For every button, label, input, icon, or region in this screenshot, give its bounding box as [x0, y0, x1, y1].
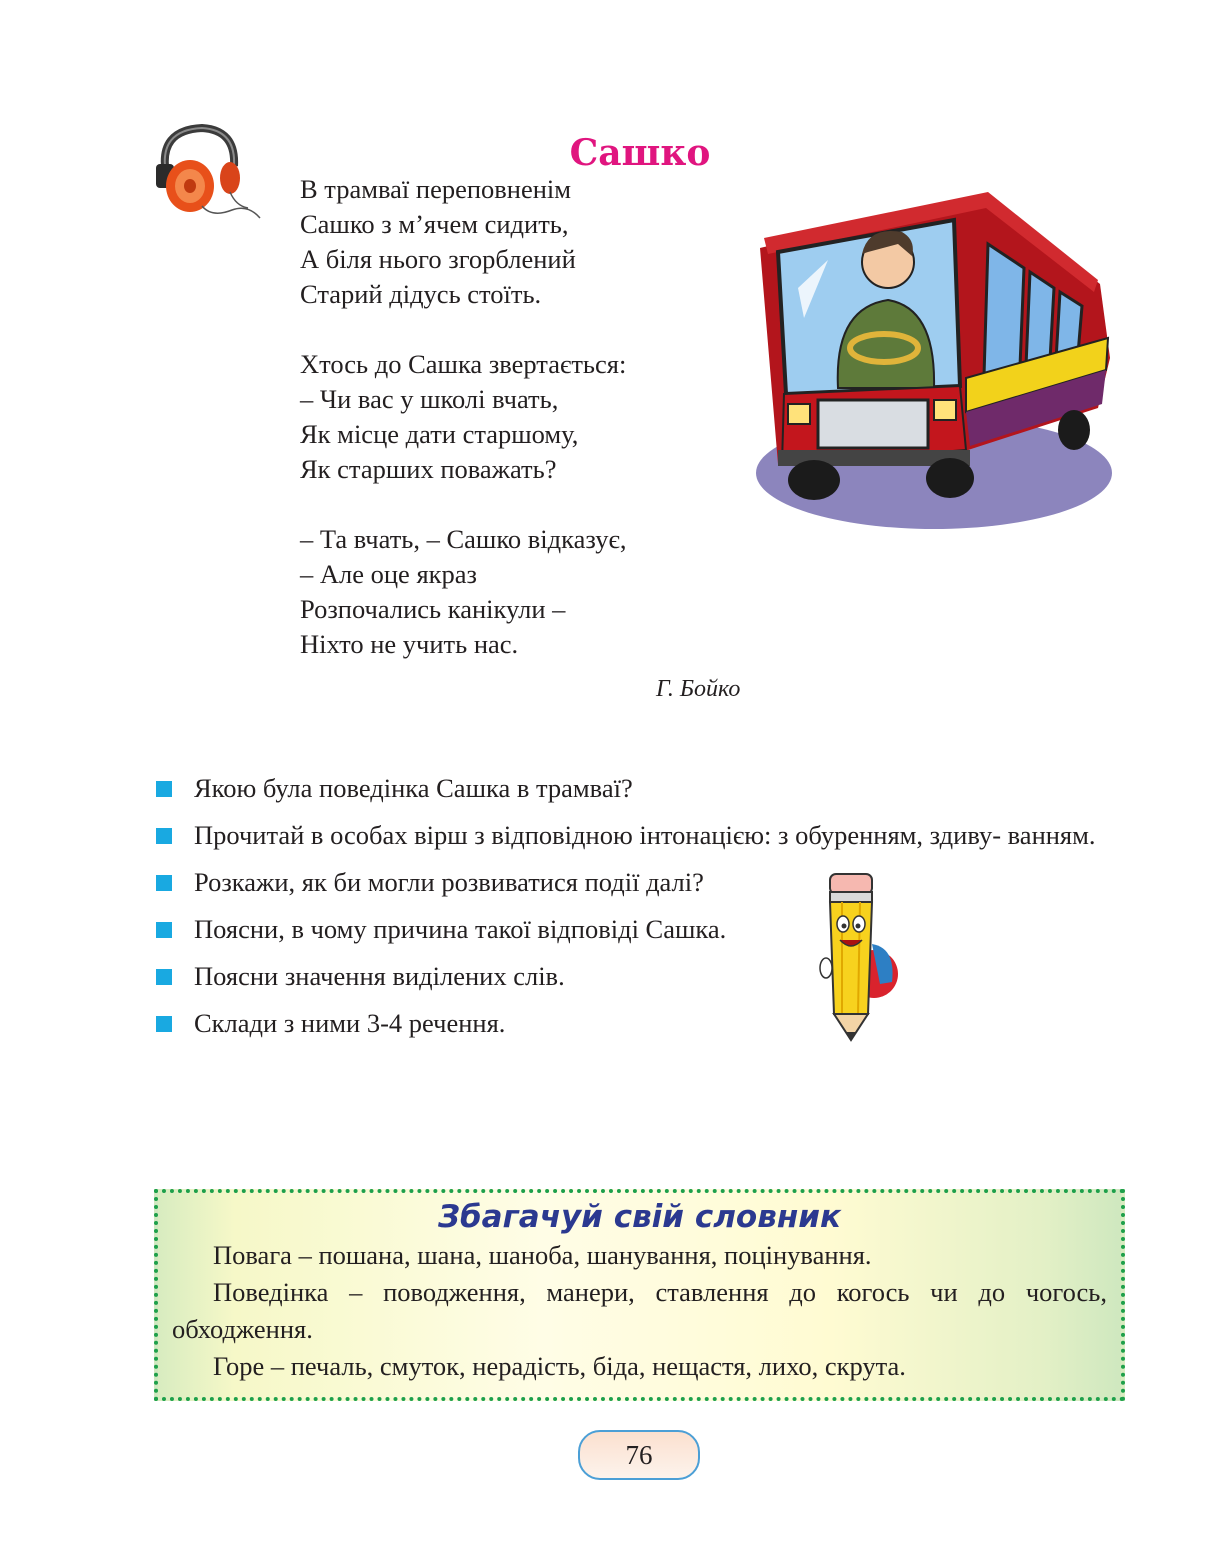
poem-line: Сашко з м’ячем сидить,	[300, 209, 569, 239]
poem-line: В трамваї переповненім	[300, 174, 572, 204]
square-bullet-icon	[156, 969, 172, 985]
question-text: Поясни, в чому причина такої відповіді Сашка.	[194, 914, 727, 944]
poem-line: Ніхто не учить нас.	[300, 629, 519, 659]
question-item	[156, 864, 834, 900]
vocabulary-entries	[158, 1235, 1121, 1385]
square-bullet-icon	[156, 1016, 172, 1032]
vocabulary-entry: Повага – пошана, шана, шаноба, шанування, поцінування.	[213, 1240, 872, 1270]
question-item	[156, 958, 834, 994]
question-text: Розкажи, як би могли розвиватися події далі?	[194, 867, 704, 897]
poem-line: – Але оце якраз	[300, 559, 477, 589]
pencil-character-illustration	[818, 872, 898, 1047]
bus-illustration	[738, 188, 1128, 533]
square-bullet-icon	[156, 781, 172, 797]
square-bullet-icon	[156, 828, 172, 844]
square-bullet-icon	[156, 922, 172, 938]
poem-line: – Чи вас у школі вчать,	[300, 384, 559, 414]
question-list	[156, 770, 1128, 1052]
question-text: Якою була поведінка Сашка в трамваї?	[194, 773, 633, 803]
vocabulary-title: Збагачуй свій словник	[437, 1199, 841, 1235]
poem-line: Як місце дати старшому,	[300, 419, 579, 449]
poem-stanza	[300, 347, 627, 487]
poem	[300, 172, 627, 697]
poem-author: Г. Бойко	[656, 676, 741, 702]
question-text: Поясни значення виділених слів.	[194, 961, 565, 991]
poem-line: А біля нього згорблений	[300, 244, 576, 274]
question-text: Склади з ними 3-4 речення.	[194, 1008, 506, 1038]
page-number: 76	[578, 1430, 700, 1480]
poem-stanza	[300, 172, 627, 312]
vocabulary-box	[154, 1189, 1125, 1401]
vocabulary-entry: Поведінка – поводження, манери, ставлення до когось чи до чогось, обходження.	[172, 1277, 1107, 1344]
question-item	[156, 817, 1128, 853]
poem-line: Хтось до Сашка звертається:	[300, 349, 627, 379]
page-title: Сашко	[569, 132, 711, 175]
question-item	[156, 1005, 834, 1041]
poem-line: Як старших поважать?	[300, 454, 557, 484]
vocabulary-entry: Горе – печаль, смуток, нерадість, біда, нещастя, лихо, скрута.	[213, 1351, 906, 1381]
poem-line: Старий дідусь стоїть.	[300, 279, 542, 309]
question-item	[156, 911, 834, 947]
poem-line: – Та вчать, – Сашко відказує,	[300, 524, 627, 554]
question-item	[156, 770, 1128, 806]
poem-stanza	[300, 522, 627, 662]
square-bullet-icon	[156, 875, 172, 891]
question-text: Прочитай в особах вірш з відповідною інтонацією: з обуренням, здиву- ванням.	[194, 820, 1096, 850]
poem-line: Розпочались канікули –	[300, 594, 566, 624]
